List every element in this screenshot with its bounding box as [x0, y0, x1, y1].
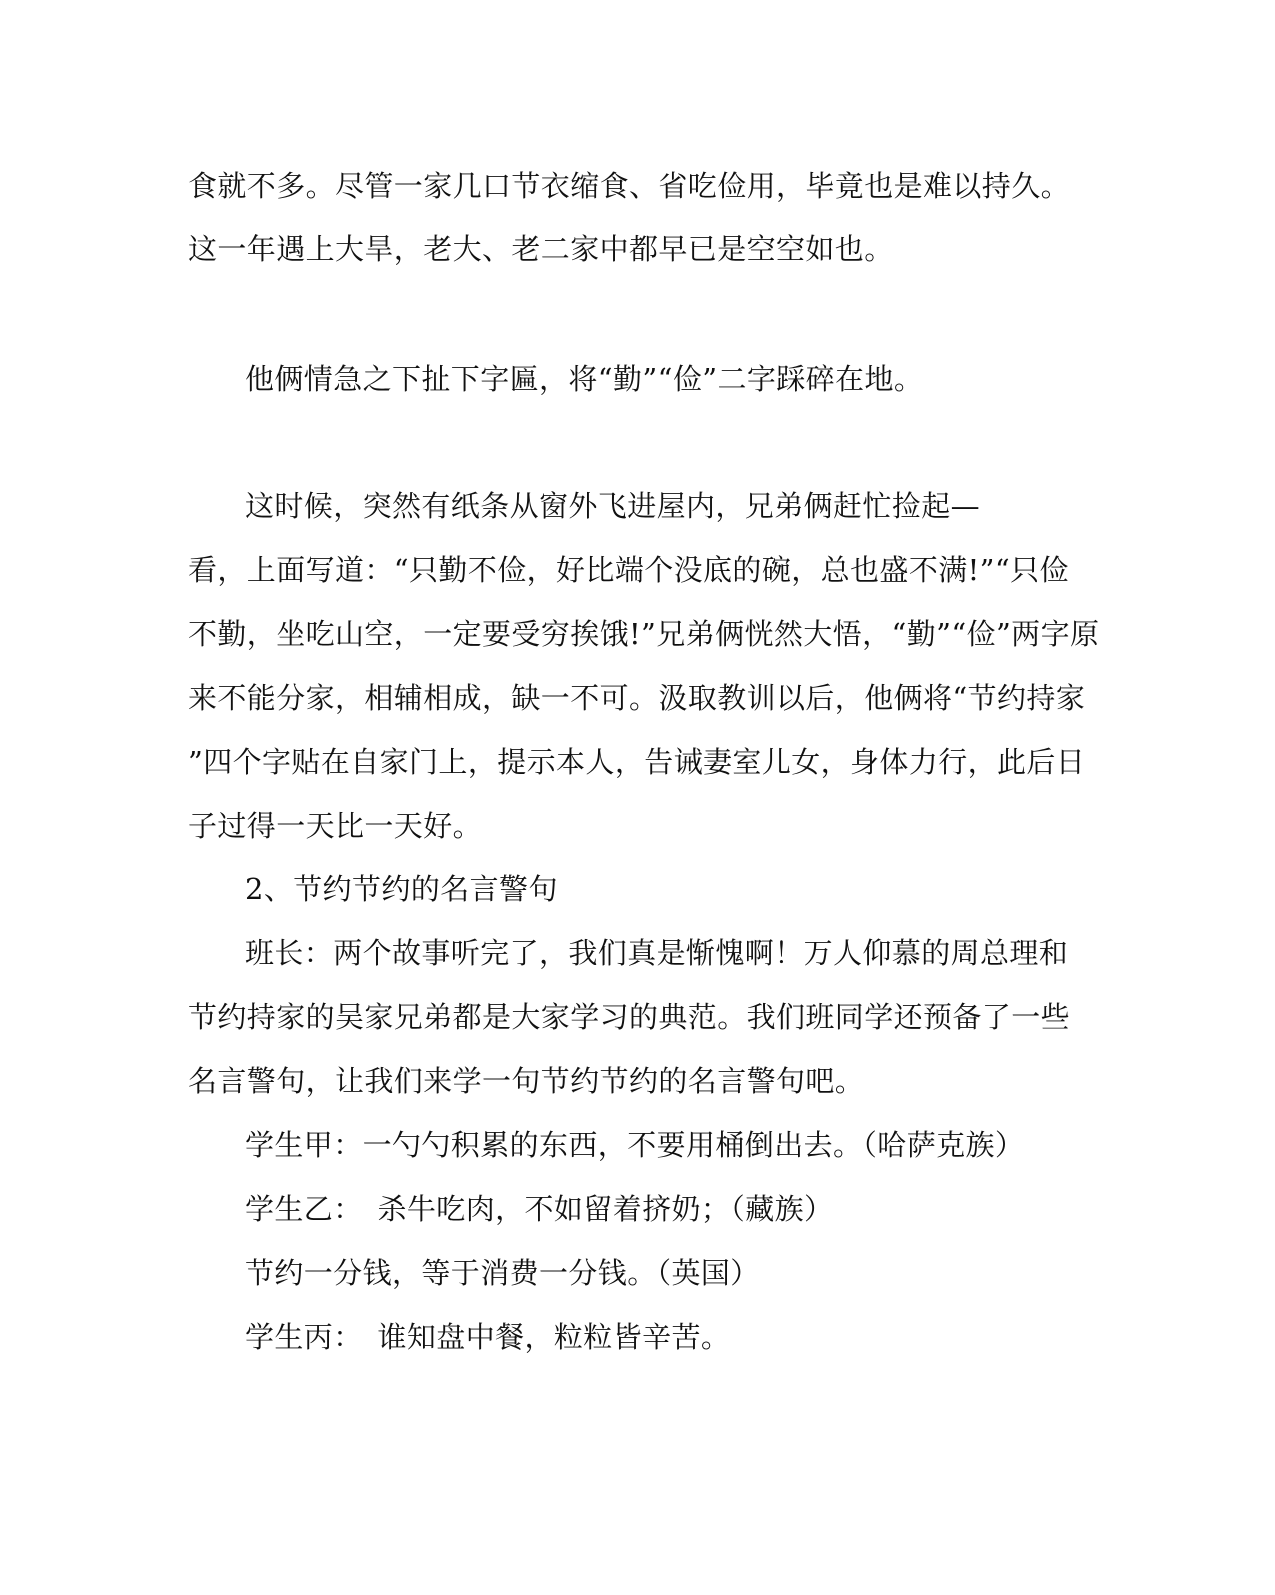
section-heading: 2、节约节约的名言警句	[245, 872, 558, 906]
text-line-13: 名言警句，让我们来学一句节约节约的名言警句吧。	[188, 1064, 865, 1098]
quote-line-3: 节约一分钱，等于消费一分钱。（英国）	[245, 1256, 760, 1290]
text-line-12: 节约持家的吴家兄弟都是大家学习的典范。我们班同学还预备了一些	[188, 1000, 1071, 1034]
text-line-9: 子过得一天比一天好。	[188, 809, 483, 843]
text-line-1: 食就不多。尽管一家几口节衣缩食、省吃俭用，毕竟也是难以持久。	[188, 169, 1071, 203]
quote-line-4: 学生丙： 谁知盘中餐，粒粒皆辛苦。	[245, 1320, 731, 1354]
quote-line-1: 学生甲：一勺勺积累的东西，不要用桶倒出去。（哈萨克族）	[245, 1128, 1025, 1162]
text-line-6: 不勤，坐吃山空，一定要受穷挨饿!”兄弟俩恍然大悟，“勤”“俭”两字原	[188, 617, 1100, 651]
text-line-5: 看，上面写道：“只勤不俭，好比端个没底的碗，总也盛不满!”“只俭	[188, 553, 1069, 587]
text-line-4: 这时候，突然有纸条从窗外飞进屋内，兄弟俩赶忙捡起—	[245, 489, 981, 523]
text-line-2: 这一年遇上大旱，老大、老二家中都早已是空空如也。	[188, 232, 894, 266]
text-line-3: 他俩情急之下扯下字匾，将“勤”“俭”二字踩碎在地。	[245, 362, 924, 396]
text-line-8: ”四个字贴在自家门上，提示本人，告诫妻室儿女，身体力行，此后日	[188, 745, 1086, 779]
text-line-11: 班长：两个故事听完了，我们真是惭愧啊！万人仰慕的周总理和	[245, 936, 1069, 970]
text-line-7: 来不能分家，相辅相成，缺一不可。汲取教训以后，他俩将“节约持家	[188, 681, 1086, 715]
quote-line-2: 学生乙： 杀牛吃肉，不如留着挤奶；（藏族）	[245, 1192, 834, 1226]
